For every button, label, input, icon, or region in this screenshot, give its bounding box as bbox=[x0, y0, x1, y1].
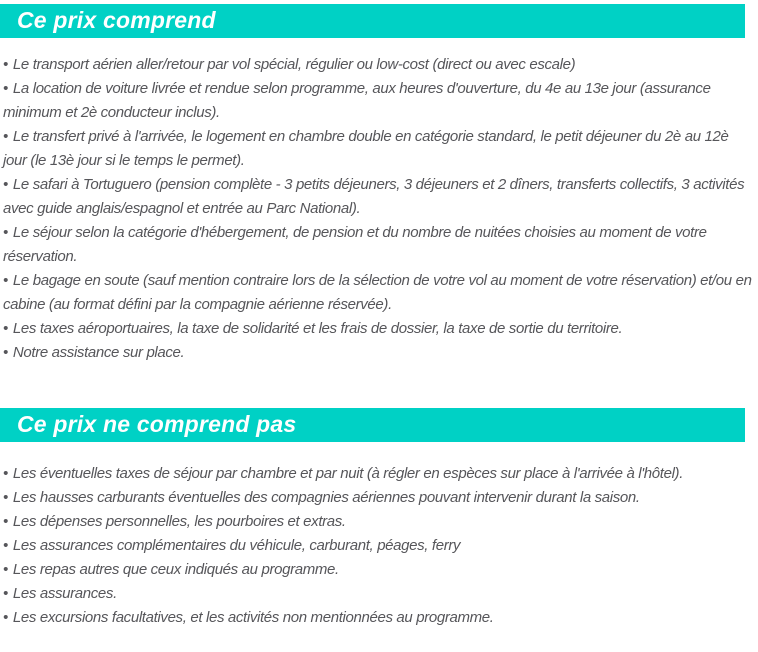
list-item bbox=[3, 317, 752, 341]
list-item-text: Les hausses carburants éventuelles des compagnies aériennes pouvant intervenir durant la saison. bbox=[12, 489, 640, 506]
list-item-text: Les repas autres que ceux indiqués au programme. bbox=[12, 561, 339, 578]
list-item-text: Les dépenses personnelles, les pourboires et extras. bbox=[12, 513, 346, 530]
price-includes-section bbox=[0, 4, 758, 365]
list-item bbox=[3, 462, 752, 486]
list-item-text: Notre assistance sur place. bbox=[12, 344, 185, 361]
list-item bbox=[3, 53, 752, 77]
bullet-icon: • bbox=[3, 609, 8, 626]
list-item-text: Les excursions facultatives, et les activités non mentionnées au programme. bbox=[12, 609, 494, 626]
bullet-icon: • bbox=[3, 465, 8, 482]
list-item bbox=[3, 486, 752, 510]
price-excludes-header bbox=[0, 408, 745, 442]
price-excludes-section bbox=[0, 408, 758, 630]
bullet-icon: • bbox=[3, 561, 8, 578]
bullet-icon: • bbox=[3, 128, 8, 145]
list-item-text: Le séjour selon la catégorie d'hébergement, de pension et du nombre de nuitées choisies au moment de votre réservation. bbox=[3, 224, 707, 265]
bullet-icon: • bbox=[3, 80, 8, 97]
list-item bbox=[3, 582, 752, 606]
list-item bbox=[3, 510, 752, 534]
price-includes-list bbox=[0, 38, 758, 365]
bullet-icon: • bbox=[3, 585, 8, 602]
bullet-icon: • bbox=[3, 224, 8, 241]
bullet-icon: • bbox=[3, 56, 8, 73]
bullet-icon: • bbox=[3, 272, 8, 289]
bullet-icon: • bbox=[3, 513, 8, 530]
list-item bbox=[3, 173, 752, 221]
list-item bbox=[3, 77, 752, 125]
price-includes-title: Ce prix comprend bbox=[17, 6, 216, 33]
list-item-text: La location de voiture livrée et rendue selon programme, aux heures d'ouverture, du 4e au 13e jour (assurance minimum et 2è conducteur inclus). bbox=[3, 80, 711, 121]
bullet-icon: • bbox=[3, 176, 8, 193]
list-item-text: Les assurances complémentaires du véhicule, carburant, péages, ferry bbox=[12, 537, 461, 554]
bullet-icon: • bbox=[3, 537, 8, 554]
list-item-text: Le bagage en soute (sauf mention contraire lors de la sélection de votre vol au moment de votre réservation) et/ou en cabine (au format défini par la compagnie aérienne réservée). bbox=[3, 272, 752, 313]
list-item bbox=[3, 606, 752, 630]
list-item bbox=[3, 558, 752, 582]
bullet-icon: • bbox=[3, 320, 8, 337]
list-item-text: Les éventuelles taxes de séjour par chambre et par nuit (à régler en espèces sur place à l'arrivée à l'hôtel). bbox=[12, 465, 684, 482]
price-excludes-list bbox=[0, 442, 758, 630]
price-excludes-title: Ce prix ne comprend pas bbox=[17, 410, 297, 437]
list-item-text: Le transfert privé à l'arrivée, le logement en chambre double en catégorie standard, le petit déjeuner du 2è au 12è jour (le 13è jour si le temps le permet). bbox=[3, 128, 729, 169]
list-item-text: Les assurances. bbox=[12, 585, 117, 602]
list-item bbox=[3, 534, 752, 558]
bullet-icon: • bbox=[3, 489, 8, 506]
list-item bbox=[3, 125, 752, 173]
list-item bbox=[3, 221, 752, 269]
list-item bbox=[3, 341, 752, 365]
list-item bbox=[3, 269, 752, 317]
price-includes-header bbox=[0, 4, 745, 38]
list-item-text: Le transport aérien aller/retour par vol spécial, régulier ou low-cost (direct ou avec escale) bbox=[12, 56, 576, 73]
list-item-text: Le safari à Tortuguero (pension complète - 3 petits déjeuners, 3 déjeuners et 2 dîners, transferts collectifs, 3 activités avec guide anglais/espagnol et entrée au Parc National). bbox=[3, 176, 745, 217]
list-item-text: Les taxes aéroportuaires, la taxe de solidarité et les frais de dossier, la taxe de sortie du territoire. bbox=[12, 320, 623, 337]
bullet-icon: • bbox=[3, 344, 8, 361]
